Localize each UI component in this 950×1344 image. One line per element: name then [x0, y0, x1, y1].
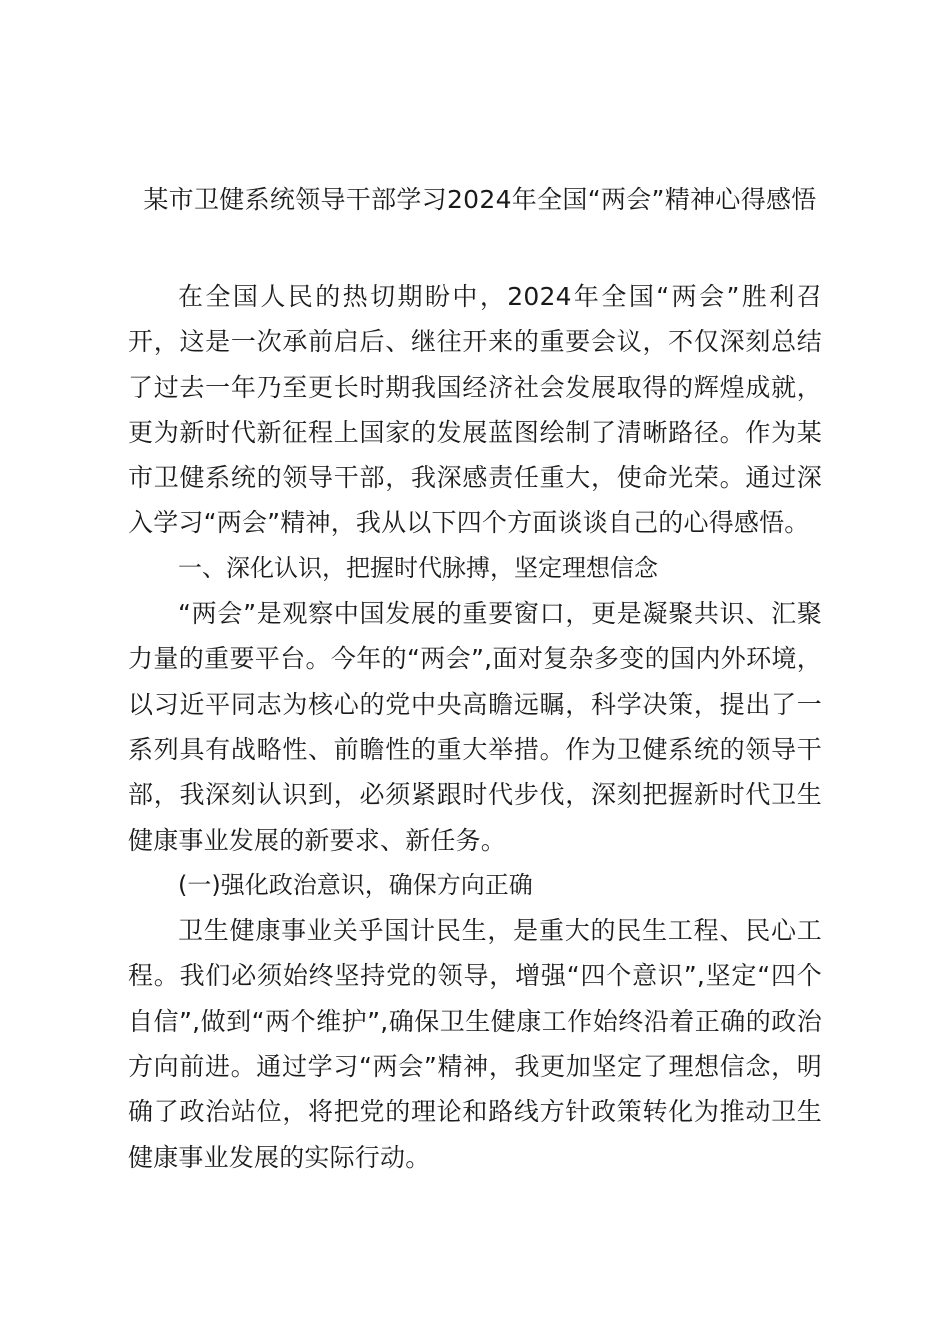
document-body: [128, 274, 822, 1180]
section-paragraph-1: “两会”是观察中国发展的重要窗口，更是凝聚共识、汇聚力量的重要平台。今年的“两会”,面对复杂多变的国内外环境，以习近平同志为核心的党中央高瞻远瞩，科学决策，提出了一系列具有战略性、前瞻性的重大举措。作为卫健系统的领导干部，我深刻认识到，必须紧跟时代步伐，深刻把握新时代卫生健康事业发展的新要求、新任务。: [128, 599, 822, 855]
intro-paragraph: 在全国人民的热切期盼中，2024年全国“两会”胜利召开，这是一次承前启后、继往开来的重要会议，不仅深刻总结了过去一年乃至更长时期我国经济社会发展取得的辉煌成就，更为新时代新征程上国家的发展蓝图绘制了清晰路径。作为某市卫健系统的领导干部，我深感责任重大，使命光荣。通过深入学习“两会”精神，我从以下四个方面谈谈自己的心得感悟。: [128, 282, 822, 538]
subsection-heading-1: (一)强化政治意识，确保方向正确: [178, 870, 533, 899]
section-heading-1: 一、深化认识，把握时代脉搏，坚定理想信念: [178, 553, 658, 582]
subsection-paragraph-1: 卫生健康事业关乎国计民生，是重大的民生工程、民心工程。我们必须始终坚持党的领导，增强“四个意识”,坚定“四个自信”,做到“两个维护”,确保卫生健康工作始终沿着正确的政治方向前进。通过学习“两会”精神，我更加坚定了理想信念，明确了政治站位，将把党的理论和路线方针政策转化为推动卫生健康事业发展的实际行动。: [128, 916, 822, 1172]
document-title: 某市卫健系统领导干部学习2024年全国“两会”精神心得感悟: [143, 185, 817, 214]
